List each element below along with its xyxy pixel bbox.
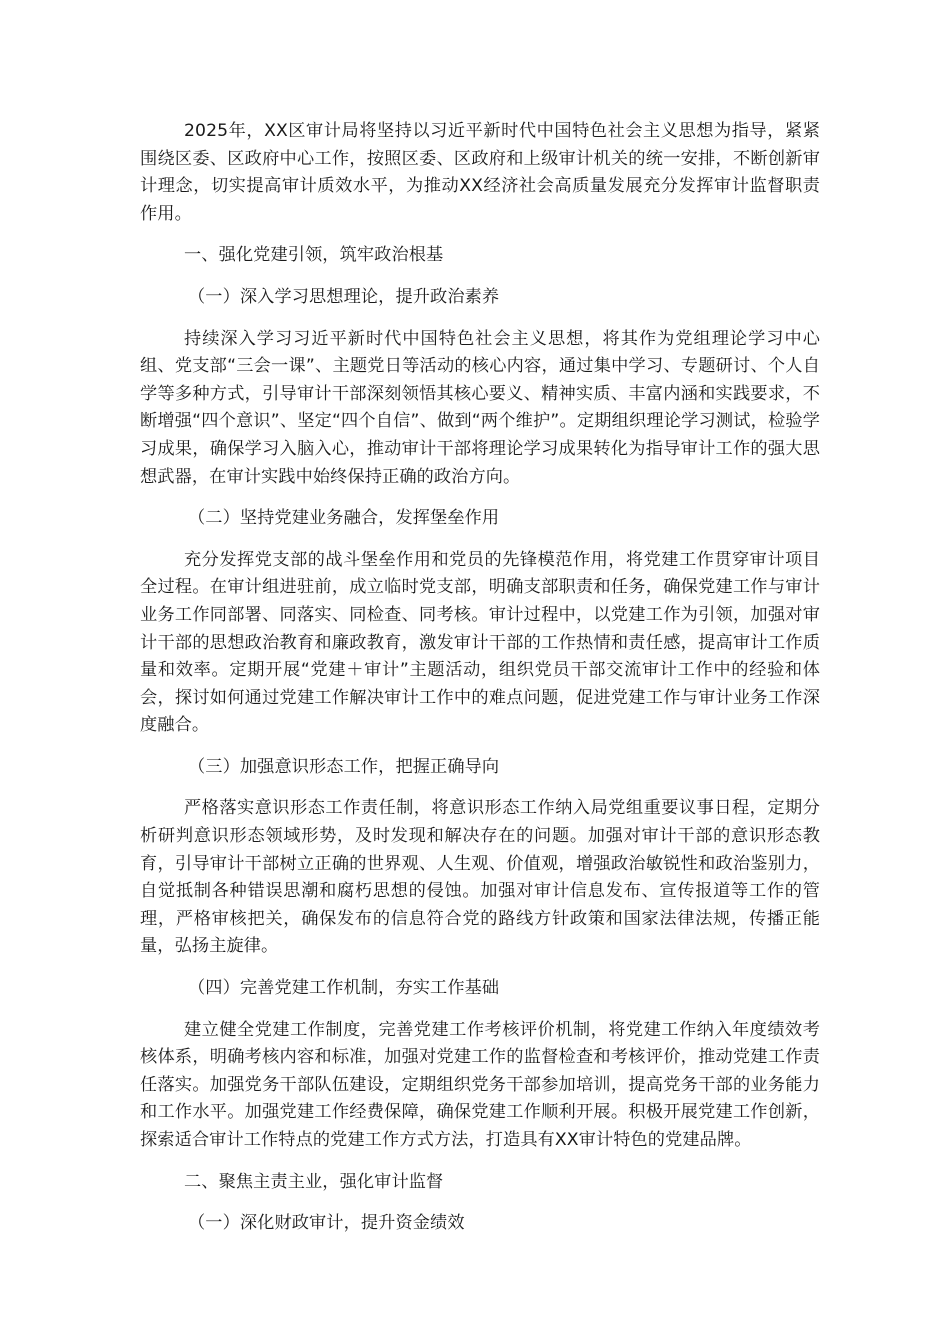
section-2-1-heading: （一）深化财政审计，提升资金绩效: [188, 1213, 465, 1234]
intro-paragraph: 2025年，XX区审计局将坚持以习近平新时代中国特色社会主义思想为指导，紧紧围绕区委、区政府中心工作，按照区委、区政府和上级审计机关的统一安排，不断创新审计理念，切实提高审计质效水平，为推动XX经济社会高质量发展充分发挥审计监督职责作用。: [140, 121, 820, 224]
section-2-heading: 二、聚焦主责主业，强化审计监督: [184, 1171, 444, 1192]
section-1-heading: 一、强化党建引领，筑牢政治根基: [184, 245, 444, 266]
section-1-3-body: 严格落实意识形态工作责任制，将意识形态工作纳入局党组重要议事日程，定期分析研判意识形态领域形势，及时发现和解决存在的问题。加强对审计干部的意识形态教育，引导审计干部树立正确的世界观、人生观、价值观，增强政治敏锐性和政治鉴别力，自觉抵制各种错误思潮和腐朽思想的侵蚀。加强对审计信息发布、宣传报道等工作的管理，严格审核把关，确保发布的信息符合党的路线方针政策和国家法律法规，传播正能量，弘扬主旋律。: [140, 798, 820, 957]
section-1-4-body: 建立健全党建工作制度，完善党建工作考核评价机制，将党建工作纳入年度绩效考核体系，明确考核内容和标准，加强对党建工作的监督检查和考核评价，推动党建工作责任落实。加强党务干部队伍建设，定期组织党务干部参加培训，提高党务干部的业务能力和工作水平。加强党建工作经费保障，确保党建工作顺利开展。积极开展党建工作创新，探索适合审计工作特点的党建工作方式方法，打造具有XX审计特色的党建品牌。: [140, 1019, 820, 1150]
section-1-3-heading: （三）加强意识形态工作，把握正确导向: [188, 756, 500, 777]
section-1-4-heading: （四）完善党建工作机制，夯实工作基础: [188, 978, 500, 999]
section-1-1-heading: （一）深入学习思想理论，提升政治素养: [188, 286, 500, 307]
section-1-1-body: 持续深入学习习近平新时代中国特色社会主义思想，将其作为党组理论学习中心组、党支部“三会一课”、主题党日等活动的核心内容，通过集中学习、专题研讨、个人自学等多种方式，引导审计干部深刻领悟其核心要义、精神实质、丰富内涵和实践要求，不断增强“四个意识”、坚定“四个自信”、做到“两个维护”。定期组织理论学习测试，检验学习成果，确保学习入脑入心，推动审计干部将理论学习成果转化为指导审计工作的强大思想武器，在审计实践中始终保持正确的政治方向。: [140, 328, 820, 487]
document-body: [140, 118, 820, 1252]
section-1-2-heading: （二）坚持党建业务融合，发挥堡垒作用: [188, 508, 500, 529]
section-1-2-body: 充分发挥党支部的战斗堡垒作用和党员的先锋模范作用，将党建工作贯穿审计项目全过程。在审计组进驻前，成立临时党支部，明确支部职责和任务，确保党建工作与审计业务工作同部署、同落实、同检查、同考核。审计过程中，以党建工作为引领，加强对审计干部的思想政治教育和廉政教育，激发审计干部的工作热情和责任感，提高审计工作质量和效率。定期开展“党建＋审计”主题活动，组织党员干部交流审计工作中的经验和体会，探讨如何通过党建工作解决审计工作中的难点问题，促进党建工作与审计业务工作深度融合。: [140, 549, 820, 736]
